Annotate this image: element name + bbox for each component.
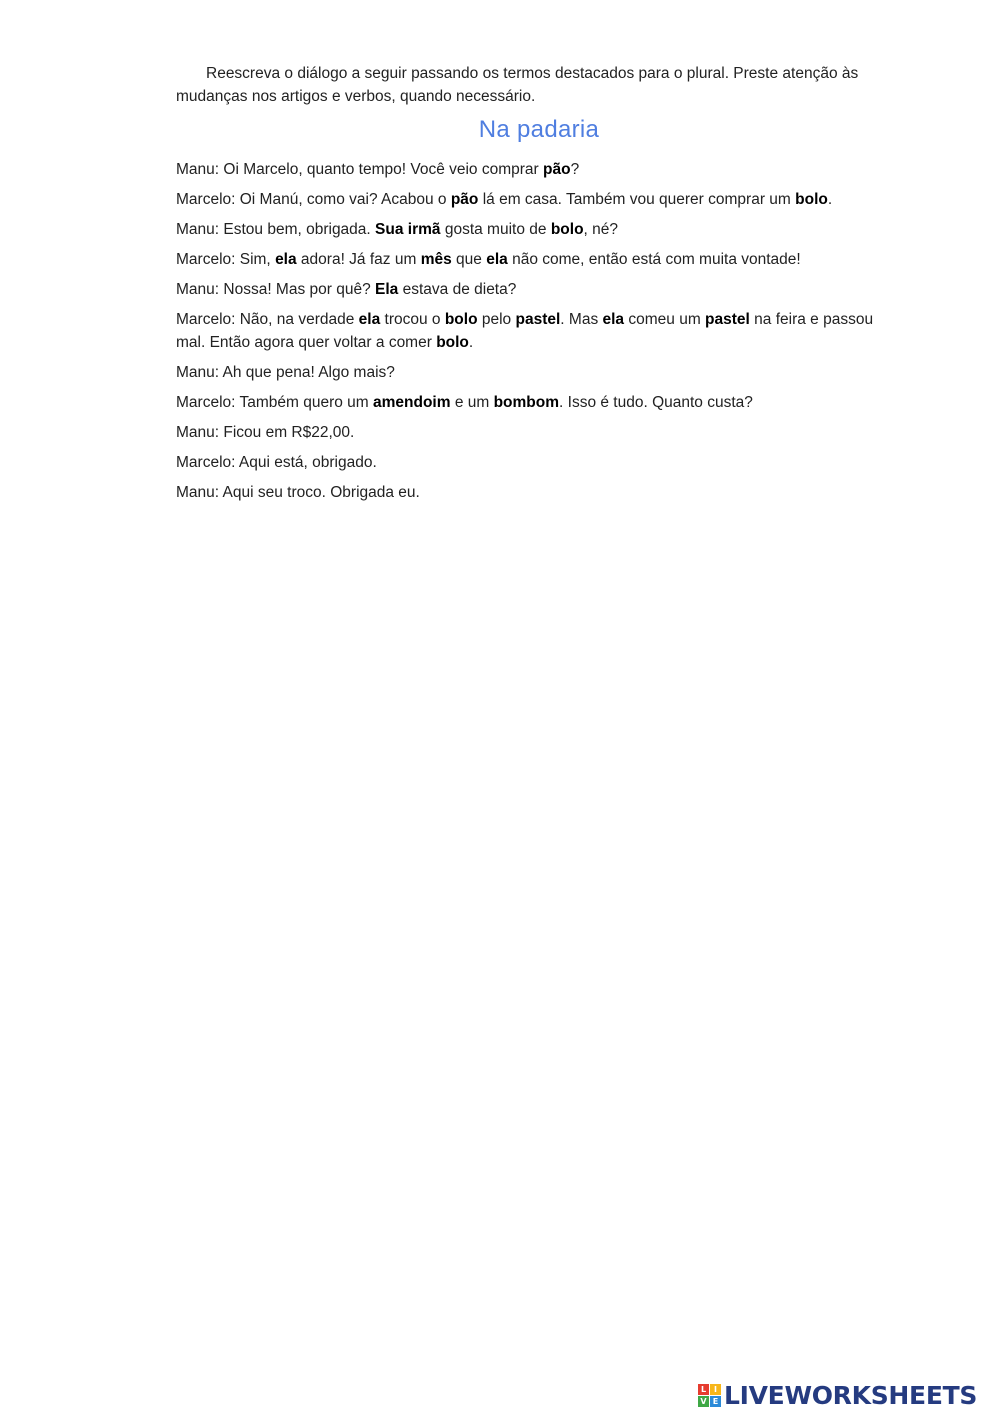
dialogue-line bbox=[176, 308, 902, 354]
highlighted-term: Ela bbox=[375, 281, 399, 298]
page-title: Na padaria bbox=[478, 116, 600, 143]
dialogue-text: trocou o bbox=[380, 311, 445, 328]
brand-block: V bbox=[698, 1396, 709, 1407]
dialogue-text: Marcelo: Não, na verdade bbox=[176, 311, 359, 328]
dialogue-line bbox=[176, 218, 902, 241]
dialogue-list bbox=[176, 158, 902, 504]
dialogue-text: , né? bbox=[583, 221, 619, 238]
brand-logo bbox=[698, 1378, 977, 1412]
highlighted-term: ela bbox=[275, 251, 297, 268]
dialogue-line bbox=[176, 361, 902, 384]
dialogue-line bbox=[176, 188, 902, 211]
highlighted-term: ela bbox=[486, 251, 508, 268]
dialogue-text: . bbox=[468, 334, 474, 351]
brand-text: LIVEWORKSHEETS bbox=[724, 1380, 978, 1410]
dialogue-text: Manu: Aqui seu troco. Obrigada eu. bbox=[176, 484, 420, 501]
dialogue-text: e um bbox=[450, 394, 494, 411]
brand-block: L bbox=[698, 1384, 709, 1395]
highlighted-term: pão bbox=[543, 161, 571, 178]
highlighted-term: pão bbox=[450, 191, 479, 208]
dialogue-line bbox=[176, 481, 902, 504]
dialogue-line bbox=[176, 391, 902, 414]
dialogue-text: Marcelo: Também quero um bbox=[176, 394, 373, 411]
dialogue-text: lá em casa. Também vou querer comprar um bbox=[478, 191, 796, 208]
dialogue-text: Marcelo: Sim, bbox=[176, 251, 276, 268]
brand-block: I bbox=[710, 1384, 721, 1395]
highlighted-term: bolo bbox=[550, 221, 584, 238]
dialogue-line bbox=[176, 278, 902, 301]
dialogue-line bbox=[176, 421, 902, 444]
dialogue-text: que bbox=[451, 251, 487, 268]
dialogue-text: estava de dieta? bbox=[398, 281, 517, 298]
dialogue-text: Marcelo: Oi Manú, como vai? Acabou o bbox=[176, 191, 451, 208]
dialogue-line bbox=[176, 248, 902, 271]
dialogue-text: . Mas bbox=[560, 311, 603, 328]
highlighted-term: bolo bbox=[795, 191, 828, 208]
dialogue-text: pelo bbox=[477, 311, 516, 328]
dialogue-text: gosta muito de bbox=[440, 221, 551, 238]
highlighted-term: ela bbox=[358, 311, 381, 328]
highlighted-term: Sua irmã bbox=[375, 221, 441, 238]
dialogue-text: Marcelo: Aqui está, obrigado. bbox=[176, 454, 377, 471]
dialogue-text: na feira e passou mal. Então agora quer voltar a comer bbox=[176, 311, 874, 351]
highlighted-term: bolo bbox=[444, 311, 478, 328]
dialogue-line bbox=[176, 158, 902, 181]
dialogue-text: . bbox=[827, 191, 833, 208]
dialogue-text: Manu: Ah que pena! Algo mais? bbox=[176, 364, 395, 381]
dialogue-text: ? bbox=[570, 161, 580, 178]
dialogue-text: . Isso é tudo. Quanto custa? bbox=[559, 394, 753, 411]
highlighted-term: pastel bbox=[705, 311, 750, 328]
highlighted-term: pastel bbox=[515, 311, 561, 328]
brand-block: E bbox=[710, 1396, 721, 1407]
highlighted-term: mês bbox=[420, 251, 452, 268]
dialogue-text: Manu: Ficou em R$22,00. bbox=[176, 424, 355, 441]
dialogue-text: Manu: Nossa! Mas por quê? bbox=[176, 281, 376, 298]
worksheet-content bbox=[176, 62, 902, 511]
highlighted-term: bolo bbox=[436, 334, 469, 351]
highlighted-term: ela bbox=[602, 311, 625, 328]
highlighted-term: bombom bbox=[493, 394, 560, 411]
brand-blocks-icon bbox=[698, 1384, 721, 1407]
instructions: Reescreva o diálogo a seguir passando os termos destacados para o plural. Preste atenção às mudanças nos artigos e verbos, quando necessário. bbox=[176, 65, 859, 105]
dialogue-text: Manu: Oi Marcelo, quanto tempo! Você veio comprar bbox=[176, 161, 544, 178]
dialogue-line bbox=[176, 451, 902, 474]
dialogue-text: adora! Já faz um bbox=[296, 251, 421, 268]
highlighted-term: amendoim bbox=[373, 394, 451, 411]
dialogue-text: não come, então está com muita vontade! bbox=[507, 251, 801, 268]
dialogue-text: Manu: Estou bem, obrigada. bbox=[176, 221, 376, 238]
dialogue-text: comeu um bbox=[624, 311, 706, 328]
